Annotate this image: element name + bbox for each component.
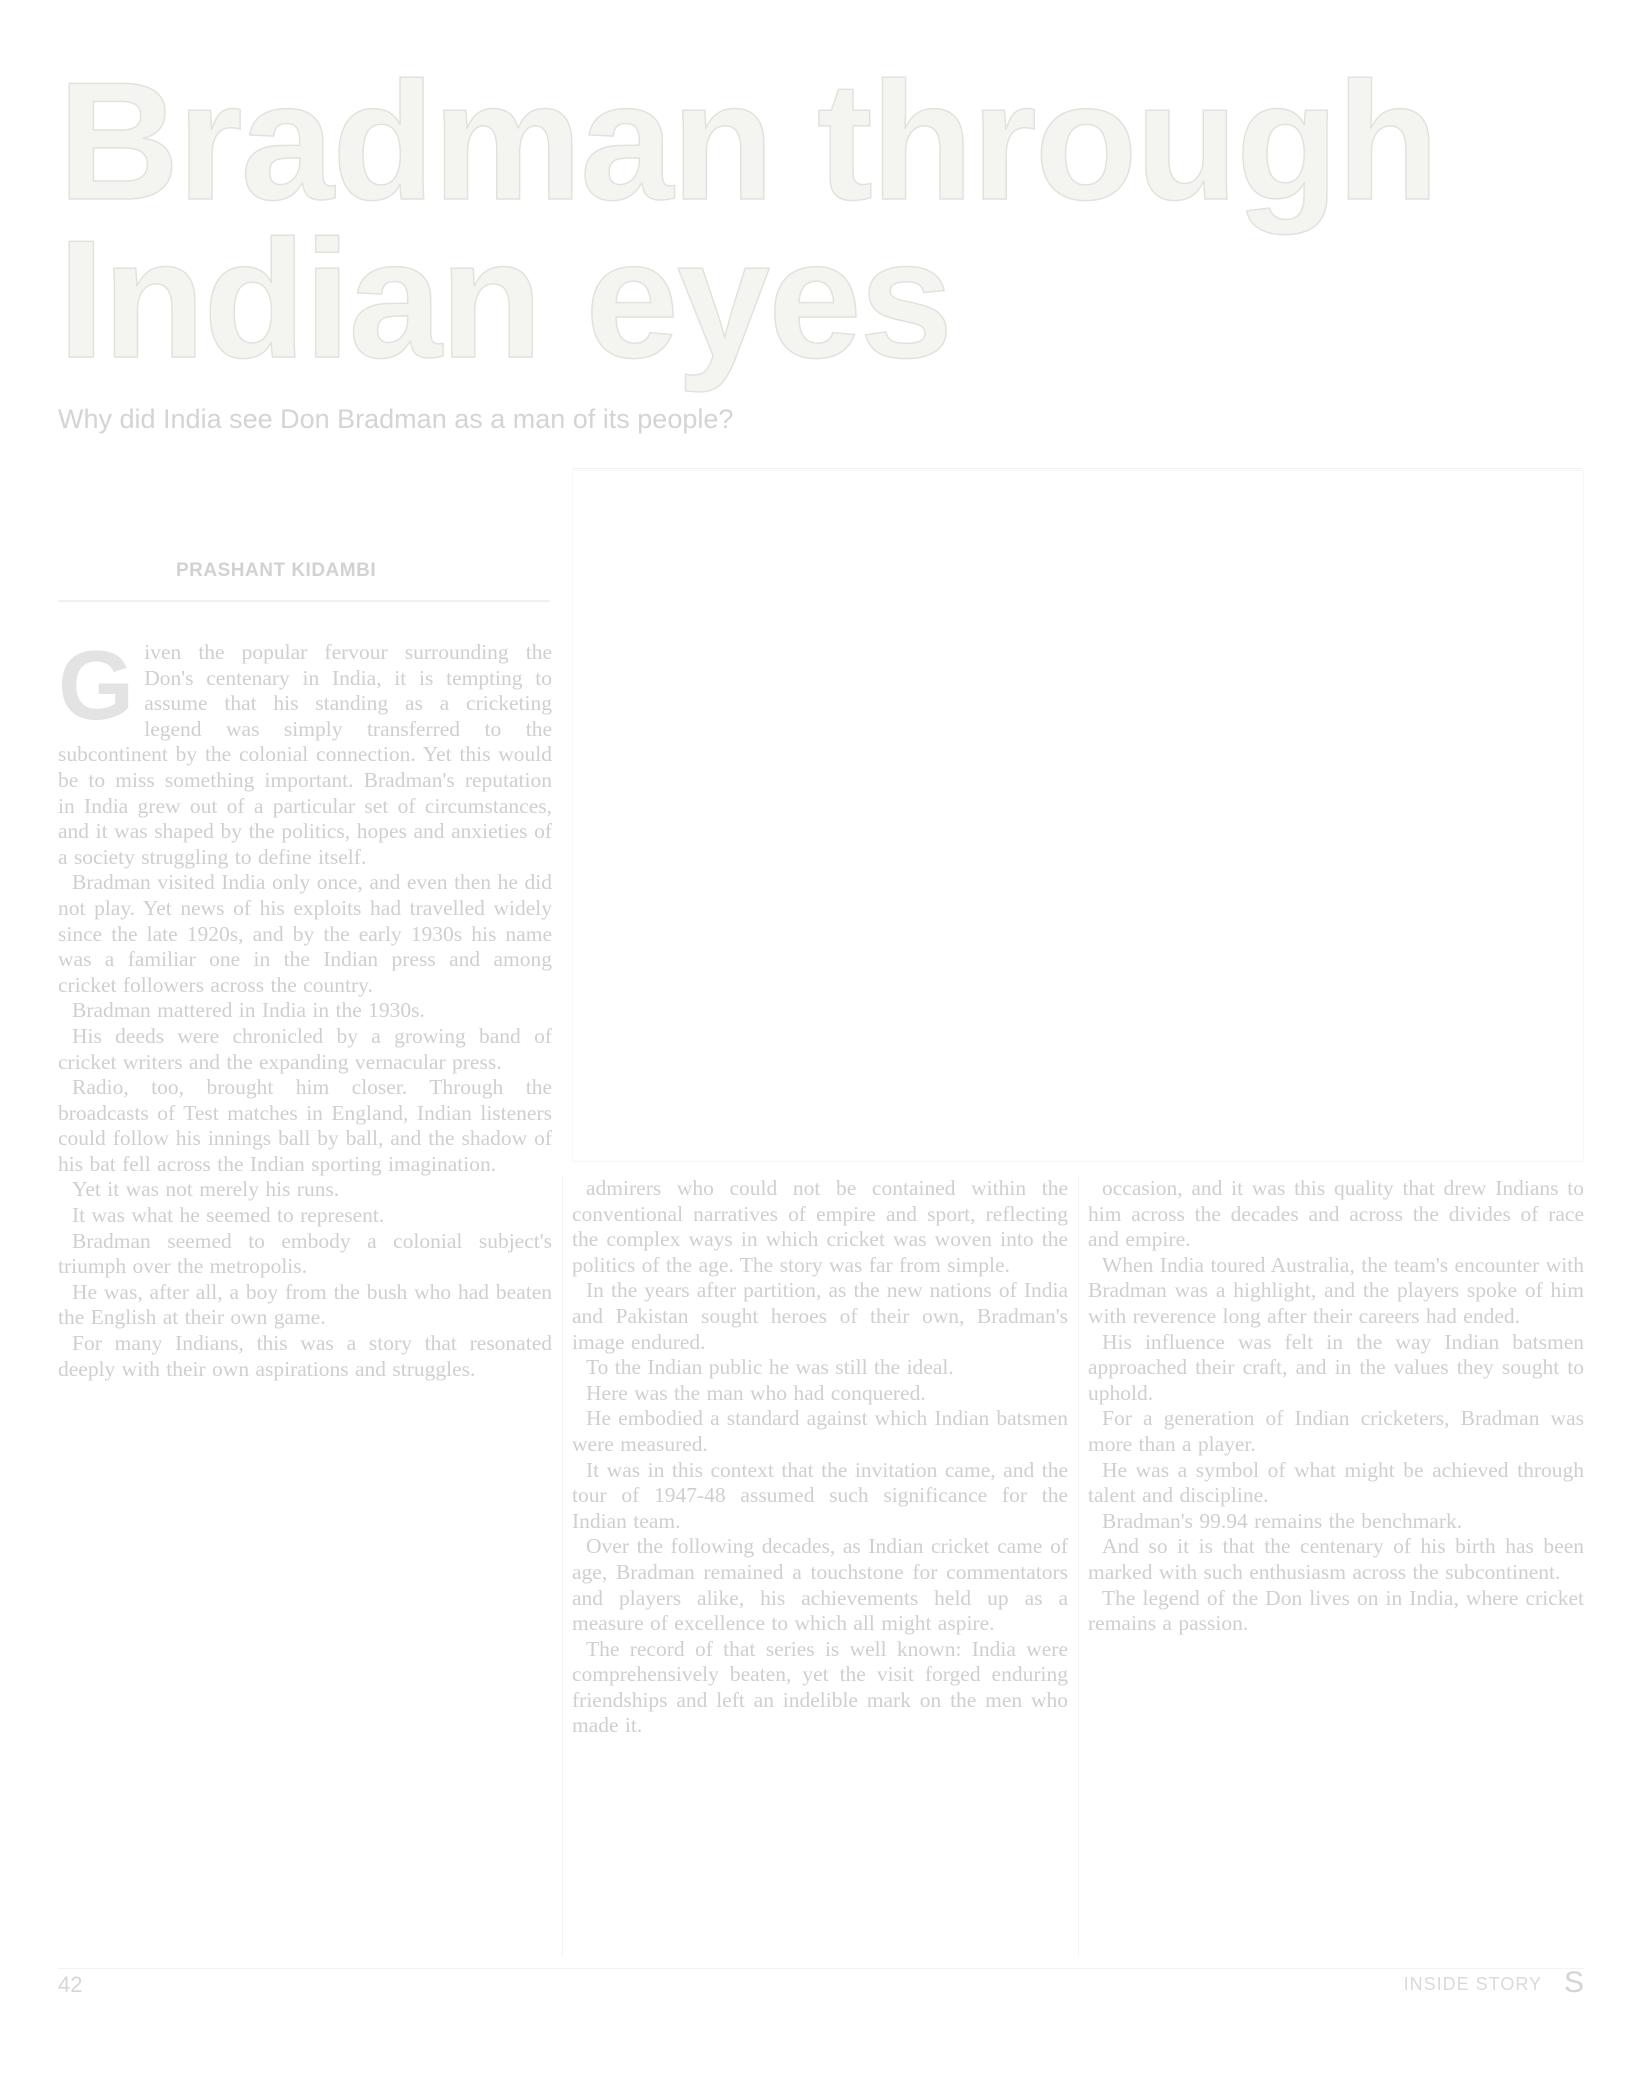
paragraph — [58, 1075, 552, 1177]
article-column-2 — [572, 1176, 1068, 1956]
standfirst: Why did India see Don Bradman as a man of its people? — [58, 404, 734, 434]
paragraph-text: His influence was felt in the way Indian batsmen approached their craft, and in the values they sought to uphold. — [1088, 1329, 1584, 1405]
paragraph — [572, 1355, 1068, 1381]
paragraph — [1088, 1253, 1584, 1330]
paragraph-text: Over the following decades, as Indian cricket came of age, Bradman remained a touchstone for commentators and players alike, his achievements held up as a measure of excellence to which all might aspire. — [572, 1534, 1068, 1636]
paragraph-text: iven the popular fervour surrounding the Don's centenary in India, it is tempting to assume that his standing as a cricketing legend was simply transferred to the subcontinent by the colonial connection. Yet this would be to miss something important. Bradman's reputation in India grew out of a particular set of circumstances, and it was shaped by the politics, hopes and anxieties of a society struggling to define itself. — [58, 640, 552, 869]
paragraph — [572, 1458, 1068, 1535]
paragraph-text: And so it is that the centenary of his birth has been marked with such enthusiasm across the subcontinent. — [1088, 1534, 1584, 1584]
footer-section-label: INSIDE STORY — [1403, 1974, 1542, 1994]
paragraph — [58, 1177, 552, 1203]
paragraph — [58, 870, 552, 998]
paragraph-text: To the Indian public he was still the ideal. — [586, 1355, 954, 1380]
column-rule — [1078, 1176, 1079, 1956]
paragraph — [58, 640, 552, 870]
paragraph-text: He embodied a standard against which Indian batsmen were measured. — [572, 1406, 1068, 1456]
paragraph — [572, 1534, 1068, 1636]
drop-cap: G — [58, 640, 135, 740]
paragraph-text: Bradman visited India only once, and even then he did not play. Yet news of his exploits had travelled widely since the late 1920s, and by the early 1930s his name was a familiar one in the Indian press and among cricket followers across the country. — [58, 870, 552, 997]
paragraph — [58, 1024, 552, 1075]
paragraph-text: Bradman's 99.94 remains the benchmark. — [1102, 1508, 1463, 1533]
paragraph — [58, 1229, 552, 1280]
headline — [58, 47, 1508, 393]
paragraph-text: When India toured Australia, the team's encounter with Bradman was a highlight, and the players spoke of him with reverence long after their careers had ended. — [1088, 1252, 1584, 1328]
paragraph — [1088, 1458, 1584, 1509]
page-number: 42 — [58, 1972, 83, 1997]
paragraph — [1088, 1534, 1584, 1585]
paragraph-text: Bradman mattered in India in the 1930s. — [72, 998, 425, 1023]
paragraph — [1088, 1330, 1584, 1407]
byline-box — [58, 530, 550, 602]
byline: PRASHANT KIDAMBI — [176, 560, 377, 581]
paragraph-text: Bradman seemed to embody a colonial subject's triumph over the metropolis. — [58, 1228, 552, 1279]
paragraph-text: Yet it was not merely his runs. — [72, 1177, 340, 1202]
headline-line-1: Bradman through — [58, 47, 1438, 235]
headline-line-2: Indian eyes — [58, 205, 952, 393]
paragraph-text: He was, after all, a boy from the bush who had beaten the English at their own game. — [58, 1279, 552, 1330]
article-column-3 — [1088, 1176, 1584, 1956]
paragraph — [58, 1280, 552, 1331]
paragraph-text: It was in this context that the invitation came, and the tour of 1947-48 assumed such significance for the Indian team. — [572, 1457, 1068, 1533]
column-rule — [562, 1176, 563, 1956]
paragraph — [1088, 1586, 1584, 1637]
paragraph-text: The record of that series is well known: India were comprehensively beaten, yet the visit forged enduring friendships and left an indelible mark on the men who made it. — [572, 1636, 1068, 1738]
top-rule — [572, 468, 1582, 469]
paragraph-text: For a generation of Indian cricketers, Bradman was more than a player. — [1088, 1406, 1584, 1456]
paragraph-text: Here was the man who had conquered. — [586, 1380, 926, 1405]
paragraph — [1088, 1176, 1584, 1253]
paragraph — [572, 1381, 1068, 1407]
paragraph-text: Radio, too, brought him closer. Through the broadcasts of Test matches in England, Indian listeners could follow his innings ball by ball, and the shadow of his bat fell across the Indian sporting imagination. — [58, 1075, 552, 1176]
paragraph — [572, 1176, 1068, 1278]
paragraph — [572, 1406, 1068, 1457]
paragraph-text: He was a symbol of what might be achieved through talent and discipline. — [1088, 1457, 1584, 1508]
paragraph-text: admirers who could not be contained within the conventional narratives of empire and sport, reflecting the complex ways in which cricket was woven into the politics of the age. The story was far from simple. — [572, 1176, 1068, 1277]
footer-mark: S — [1563, 1966, 1584, 1999]
paragraph — [58, 1203, 552, 1229]
paragraph — [572, 1637, 1068, 1739]
photo-area — [572, 470, 1584, 1162]
paragraph — [1088, 1406, 1584, 1457]
paragraph-text: occasion, and it was this quality that drew Indians to him across the decades and across the divides of race and empire. — [1088, 1176, 1584, 1252]
paragraph — [572, 1278, 1068, 1355]
paragraph — [1088, 1509, 1584, 1535]
paragraph-text: In the years after partition, as the new nations of India and Pakistan sought heroes of their own, Bradman's image endured. — [572, 1278, 1068, 1354]
footer-rule — [58, 1968, 1584, 1969]
paragraph-text: For many Indians, this was a story that resonated deeply with their own aspirations and struggles. — [58, 1331, 552, 1381]
paragraph — [58, 998, 552, 1024]
paragraph-text: The legend of the Don lives on in India, where cricket remains a passion. — [1088, 1585, 1584, 1636]
paragraph — [58, 1331, 552, 1382]
paragraph-text: His deeds were chronicled by a growing band of cricket writers and the expanding vernacular press. — [58, 1023, 552, 1074]
paragraph-text: It was what he seemed to represent. — [72, 1203, 385, 1228]
article-column-1 — [58, 640, 552, 1956]
